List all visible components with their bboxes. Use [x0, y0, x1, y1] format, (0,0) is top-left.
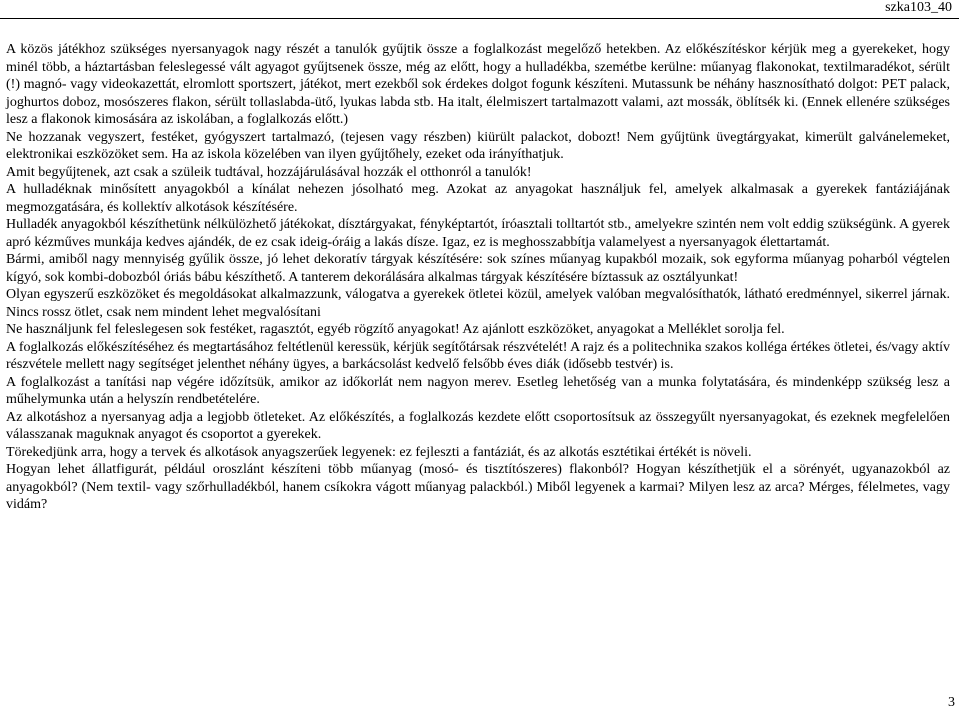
paragraph-material-appropriate: Törekedjünk arra, hogy a tervek és alkotások anyagszerűek legyenek: ez fejleszti a fantáziát, és az alkotás esztétikai értékét is növeli. — [6, 444, 752, 460]
paragraph-helpers: A foglalkozás előkészítéséhez és megtartásához feltétlenül keressük, kérjük segítőtársak részvételét! A rajz és a politechnika szakos kolléga értékes ötletei, és/vagy aktív részvétele mellett nagy segítséget jelenthet néhány ügyes, a barkácsolást kedvelő felsőbb éves diák (idősebb testvér) is. — [6, 339, 950, 372]
paragraph-simple-solutions: Olyan egyszerű eszközöket és megoldásokat alkalmazzunk, válogatva a gyerekek ötletei közül, amelyek valóban megvalósíthatók, látható eredménnyel, sikerrel járnak. Nincs rossz ötlet, csak nem mindent lehet megvalósítani — [6, 287, 950, 320]
paragraph-waste-crafts: Hulladék anyagokból készíthetünk nélkülözhető játékokat, dísztárgyakat, fényképtartót, íróasztali tolltartót stb., amelyekre szintén nem volt eddig szükségünk. A gyerek apró kézműves munkája kedves ajándék, de ez csak ideig-óráig a lakás dísze. Igaz, ez is meghosszabbítja valamelyest a nyersanyagok élettartamát. — [6, 217, 950, 250]
paragraph-collection-preparation: A közös játékhoz szükséges nyersanyagok nagy részét a tanulók gyűjtik össze a foglalkozást megelőző hetekben. Az előkészítéskor kérjük meg a gyerekeket, hogy minél több, a háztartásban feleslegessé vált agyagot gyűjtsenek össze, még az előtt, hogy a hulladékba, szemétbe kerülne: műanyag flakonokat, textilmaradékot, sérült (!) magnó- vagy videokazettát, elromlott sportszert, játékot, mert ezekből sok érdekes dolgot fogunk készíteni. Mutassunk be néhány hasznosítható dolgot: PET palack, joghurtos doboz, mosószeres flakon, sérült tollaslabda-ütő, lyukas labda stb. Ha italt, élelmiszert tartalmazott valami, azt mossák, öblítsék ki. (Ennek ellenére szükséges lesz a flakonok kimosására az iskolában, a foglalkozás előtt.) — [6, 42, 950, 127]
paragraph-parental-consent: Amit begyűjtenek, azt csak a szüleik tudtával, hozzájárulásával hozzák el otthonról a tanulók! — [6, 164, 532, 180]
page-number: 3 — [948, 695, 955, 710]
document-code: szka103_40 — [885, 0, 952, 15]
paragraph-decorative-objects: Bármi, amiből nagy mennyiség gyűlik össze, jó lehet dekoratív tárgyak készítésére: sok színes műanyag kupakból mozaik, sok egyforma műanyag poharból végtelen kígyó, sok kombi-dobozból óriás bábu készíthető. A tanterem dekorálására alkalmas tárgyak készítésére bíztassuk az osztályunkat! — [6, 252, 950, 285]
header-divider — [0, 18, 959, 19]
document-body — [6, 41, 950, 514]
paragraph-timing: A foglalkozást a tanítási nap végére időzítsük, amikor az időkorlát nem nagyon merev. Esetleg lehetőség van a munka folytatására, és mindenképp szükség lesz a műhelymunka után a helyszín rendbetételére. — [6, 374, 950, 407]
paragraph-grouping: Az alkotáshoz a nyersanyag adja a legjobb ötleteket. Az előkészítés, a foglalkozás kezdete előtt csoportosítsuk az összegyűlt nyersanyagokat, és ezeknek megfelelően válasszanak maguknak anyagot és csoportot a gyerekek. — [6, 409, 950, 442]
paragraph-lion-example: Hogyan lehet állatfigurát, például oroszlánt készíteni több műanyag (mosó- és tisztítószeres) flakonból? Hogyan készíthetjük el a sörényét, ugyanazokból az anyagokból? (Nem textil- vagy szőrhulladékból, hanem csíkokra vágott műanyag palackból.) Miből legyenek a karmai? Milyen lesz az arca? Mérges, félelmetes, vagy vidám? — [6, 462, 950, 512]
paragraph-adhesives: Ne használjunk fel feleslegesen sok festéket, ragasztót, egyéb rögzítő anyagokat! Az ajánlott eszközöket, anyagokat a Melléklet sorolja fel. — [6, 322, 785, 337]
paragraph-material-supply: A hulladéknak minősített anyagokból a kínálat nehezen jósolható meg. Azokat az anyagokat használjuk fel, amelyek alkalmasak a gyerekek fantáziájának megmozgatására, és kollektív alkotások készítésére. — [6, 182, 950, 215]
paragraph-prohibited-items: Ne hozzanak vegyszert, festéket, gyógyszert tartalmazó, (tejesen vagy részben) kiürült palackot, dobozt! Nem gyűjtünk üvegtárgyakat, kimerült galvánelemeket, elektronikai eszközöket sem. Ha az iskola közelében van ilyen gyűjtőhely, ezeket oda irányíthatjuk. — [6, 129, 950, 162]
